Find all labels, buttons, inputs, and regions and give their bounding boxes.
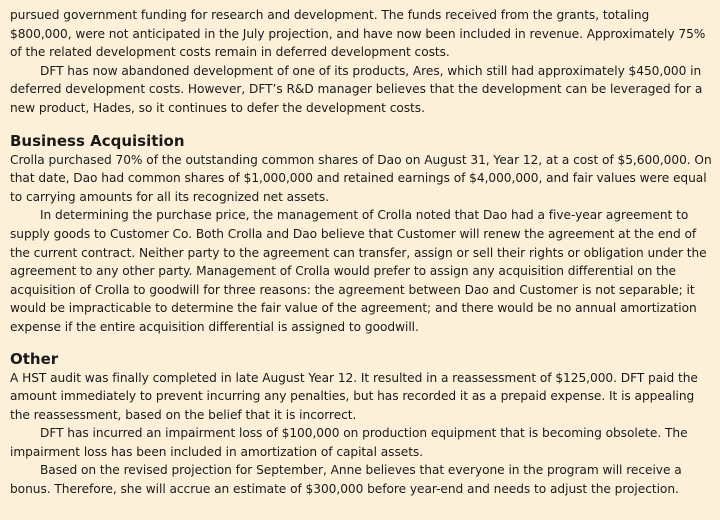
section-heading-other: Other (10, 349, 59, 368)
business-acquisition-paragraph-2: In determining the purchase price, the management of Crolla noted that Dao had a five-year agreement to supply goods to Customer Co. Both Crolla and Dao believe that Customer will renew the agreement at the end of the current contract. Neither party to the agreement can transfer, assign or sell their rights or obligation under the agreement to any other party. Management of Crolla would prefer to assign any acquisition differential on the acquisition of Crolla to goodwill for three reasons: the agreement between Dao and Customer is not separable; it would be impracticable to determine the fair value of the agreement; and there would be no annual amortization expense if the entire acquisition differential is assigned to goodwill. (10, 208, 707, 334)
intro-paragraph-2: DFT has now abandoned development of one of its products, Ares, which still had approximately $450,000 in deferred development costs. However, DFT’s R&D manager believes that the development can be leveraged for a new product, Hades, so it continues to defer the development costs. (10, 63, 703, 115)
section-heading-business-acquisition: Business Acquisition (10, 131, 185, 150)
intro-section (10, 6, 712, 118)
business-acquisition-section (10, 131, 712, 337)
other-section (10, 349, 712, 499)
other-paragraph-3: Based on the revised projection for September, Anne believes that everyone in the program will receive a bonus. Therefore, she will accrue an estimate of $300,000 before year-end and needs to adjust the projection. (10, 463, 682, 497)
other-paragraph-2: DFT has incurred an impairment loss of $100,000 on production equipment that is becoming obsolete. The impairment loss has been included in amortization of capital assets. (10, 426, 688, 459)
intro-paragraph-1: pursued government funding for research and development. The funds received from the grants, totaling $800,000, were not anticipated in the July projection, and have now been included in revenue. Approximately 75% of the related development costs remain in deferred development costs. (10, 8, 706, 60)
other-paragraph-1: A HST audit was finally completed in late August Year 12. It resulted in a reassessment of $125,000. DFT paid the amount immediately to prevent incurring any penalties, but has recorded it as a prepaid expense. It is appealing the reassessment, based on the belief that it is incorrect. (10, 370, 698, 422)
business-acquisition-paragraph-1: Crolla purchased 70% of the outstanding common shares of Dao on August 31, Year 12, at a cost of $5,600,000. On that date, Dao had common shares of $1,000,000 and retained earnings of $4,000,000, and fair values were equal to carrying amounts for all its recognized net assets. (10, 152, 712, 204)
